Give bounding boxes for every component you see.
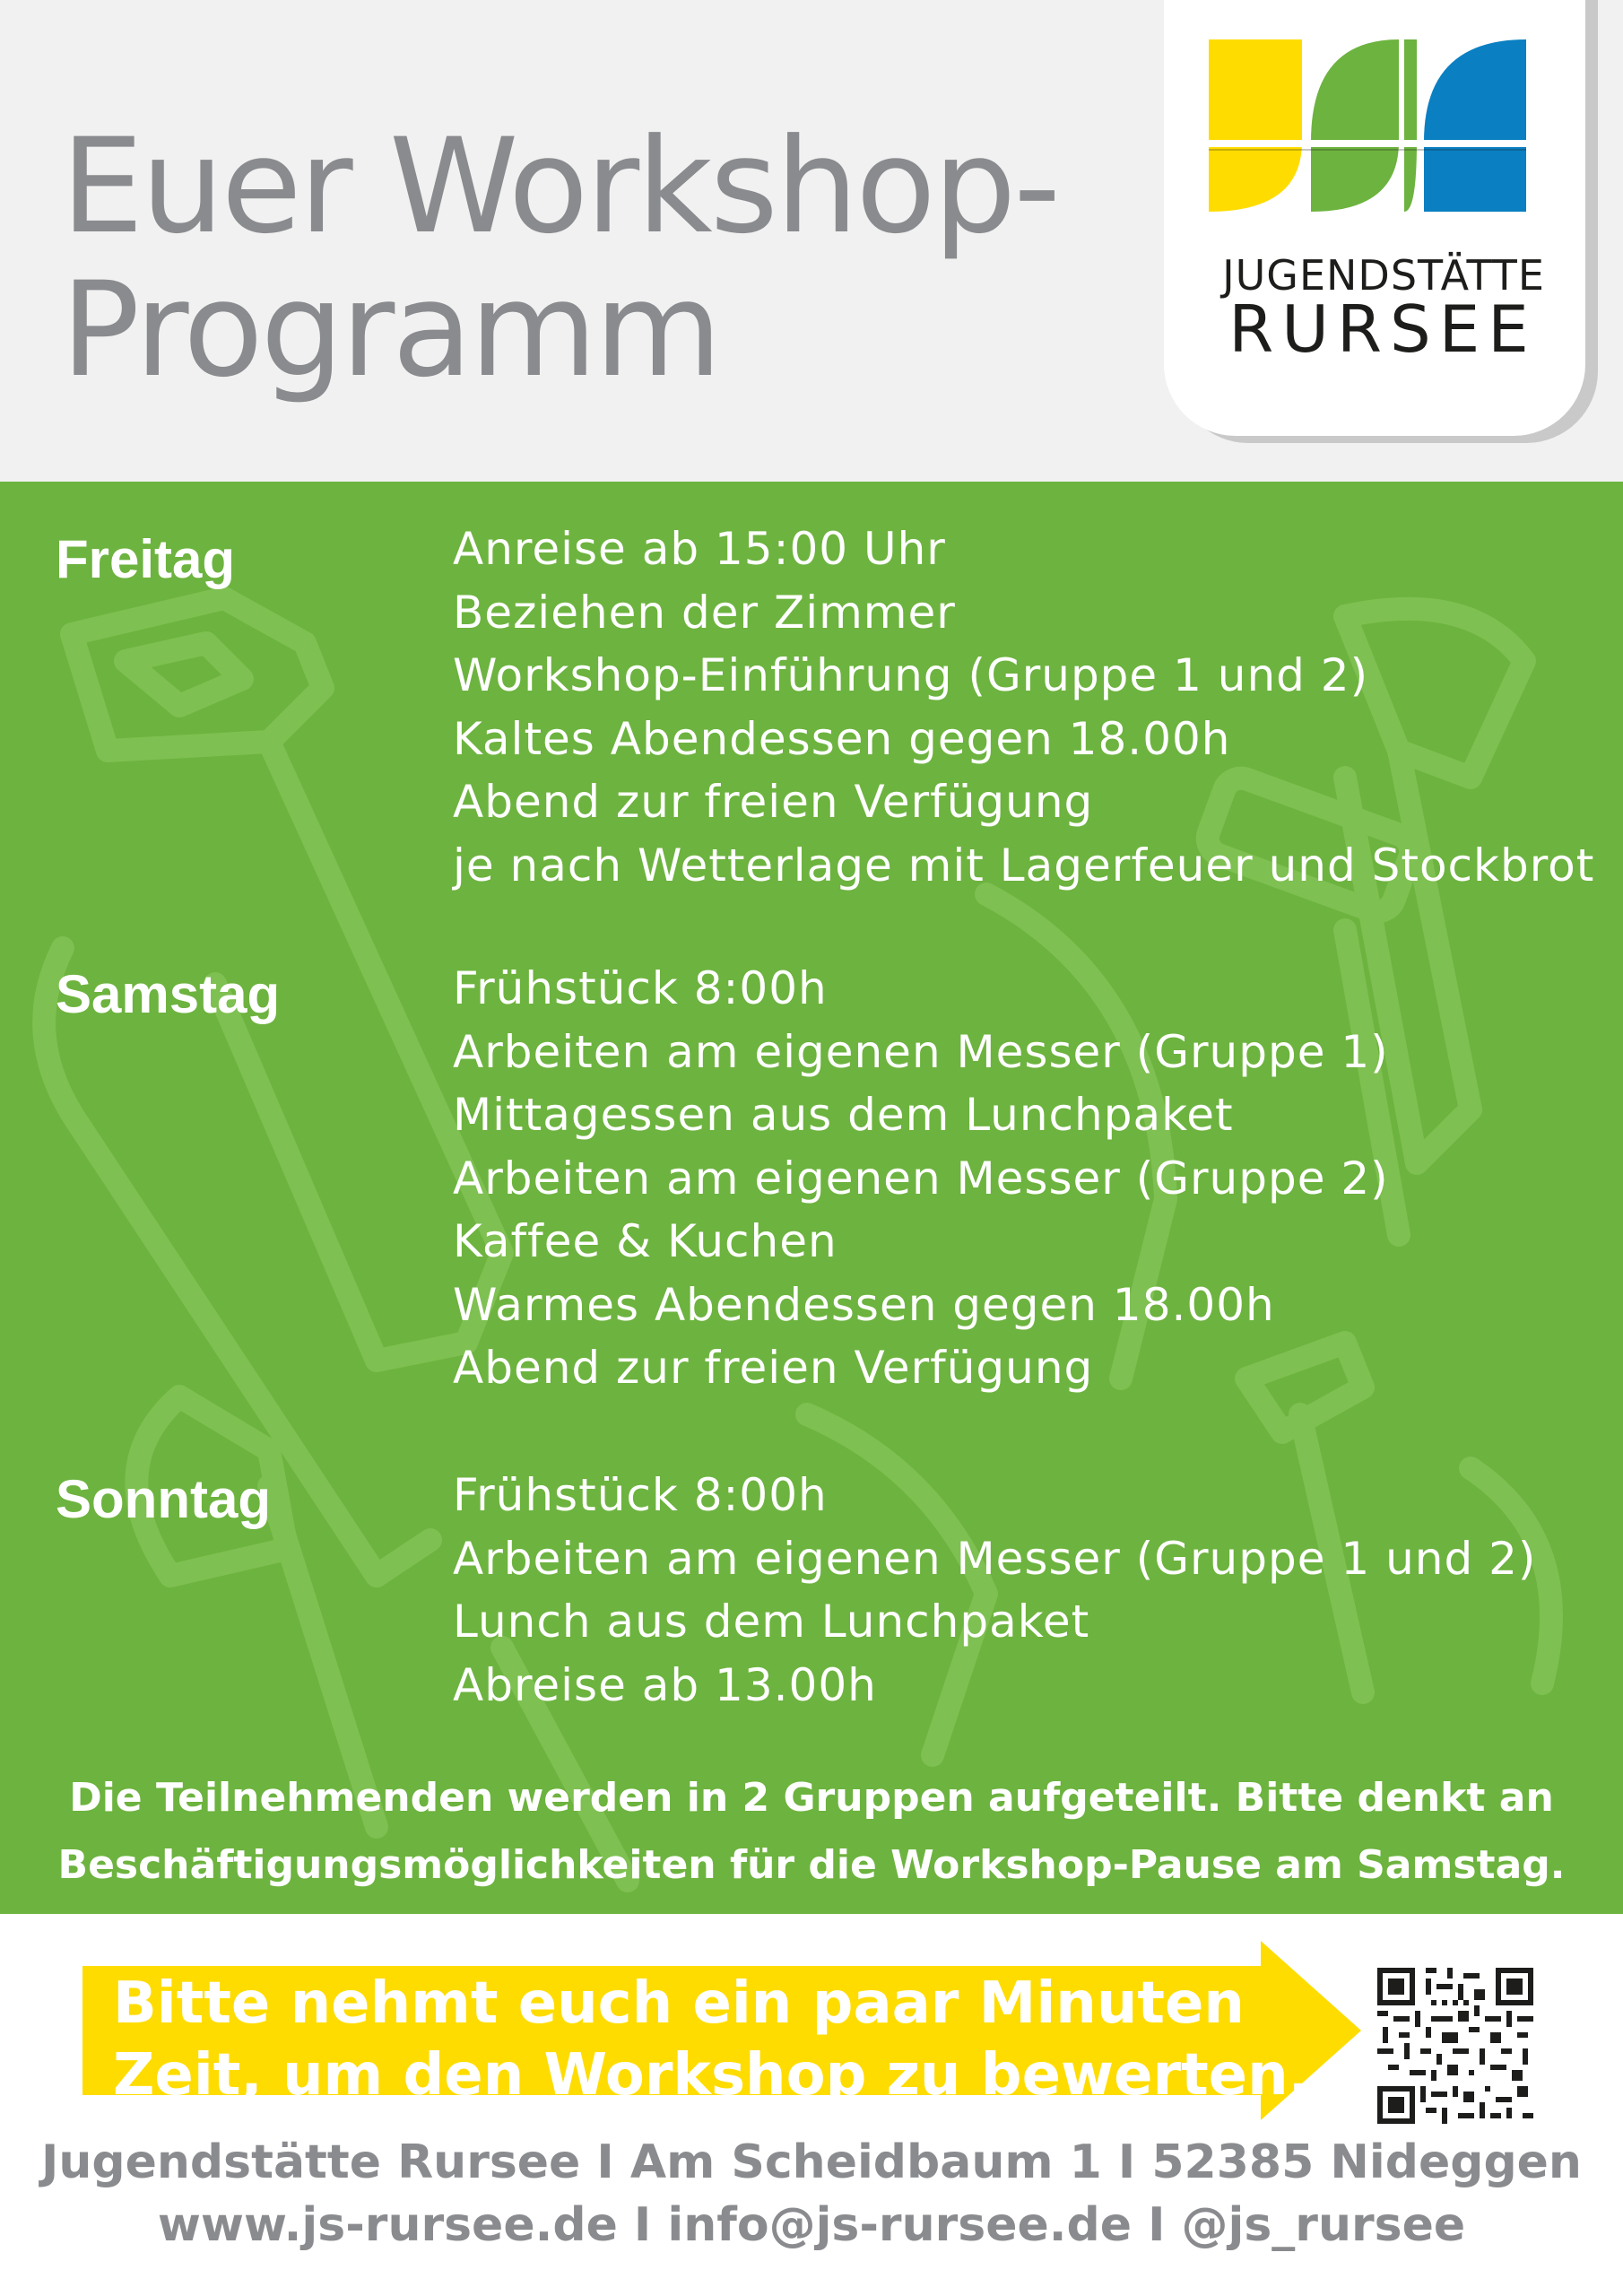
logo-mark-icon (1164, 0, 1585, 251)
list-item: Abend zur freien Verfügung (453, 776, 1094, 828)
day-items-samstag (453, 957, 1389, 1400)
list-item: Workshop-Einführung (Gruppe 1 und 2) (453, 649, 1369, 701)
axe-icon (136, 1396, 377, 1827)
logo (1164, 0, 1585, 436)
title-line-1: Euer Workshop- (61, 110, 1059, 263)
list-item: Lunch aus dem Lunchpaket (453, 1596, 1090, 1648)
day-items-sonntag (453, 1464, 1536, 1717)
list-item: Beziehen der Zimmer (453, 586, 956, 639)
cta-line-2: Zeit, um den Workshop zu bewerten. (113, 2042, 1310, 2109)
list-item: Arbeiten am eigenen Messer (Gruppe 1 und 2) (453, 1532, 1537, 1585)
page-title (61, 110, 1059, 406)
program-section (0, 482, 1623, 1914)
logo-text-line-1: JUGENDSTÄTTE (1222, 251, 1545, 300)
header (0, 0, 1623, 482)
title-line-2: Programm (61, 254, 720, 406)
day-label-samstag: Samstag (56, 964, 281, 1024)
list-item: Abreise ab 13.00h (453, 1658, 877, 1711)
day-label-sonntag: Sonntag (56, 1469, 271, 1529)
list-item: Abend zur freien Verfügung (453, 1342, 1094, 1394)
list-item: Anreise ab 15:00 Uhr (453, 523, 946, 575)
list-item: Kaffee & Kuchen (453, 1215, 838, 1267)
feedback-cta (113, 1968, 1310, 2111)
note-line-1: Die Teilnehmenden werden in 2 Gruppen aufgeteilt. Bitte denkt an (69, 1775, 1554, 1821)
list-item: Arbeiten am eigenen Messer (Gruppe 1) (453, 1025, 1389, 1078)
list-item: Frühstück 8:00h (453, 962, 828, 1014)
group-note (0, 1764, 1623, 1899)
footer-section (0, 1914, 1623, 2296)
list-item: Kaltes Abendessen gegen 18.00h (453, 712, 1231, 765)
footer-contact: www.js-rursee.de I info@js-rursee.de I @js_rursee (157, 2198, 1466, 2252)
list-item: Warmes Abendessen gegen 18.00h (453, 1278, 1275, 1331)
note-line-2: Beschäftigungsmöglichkeiten für die Workshop-Pause am Samstag. (57, 1842, 1566, 1888)
day-label-freitag: Freitag (56, 529, 236, 589)
list-item: je nach Wetterlage mit Lagerfeuer und Stockbrot (453, 839, 1595, 891)
list-item: Mittagessen aus dem Lunchpaket (453, 1089, 1234, 1141)
cta-line-1: Bitte nehmt euch ein paar Minuten (113, 1970, 1245, 2037)
logo-text-line-2: RURSEE (1228, 291, 1537, 367)
list-item: Arbeiten am eigenen Messer (Gruppe 2) (453, 1152, 1389, 1205)
footer-address: Jugendstätte Rursee I Am Scheidbaum 1 I 52385 Nideggen (41, 2135, 1582, 2189)
list-item: Frühstück 8:00h (453, 1469, 828, 1521)
qr-code-icon[interactable] (1377, 1968, 1533, 2124)
day-items-freitag (453, 517, 1594, 897)
